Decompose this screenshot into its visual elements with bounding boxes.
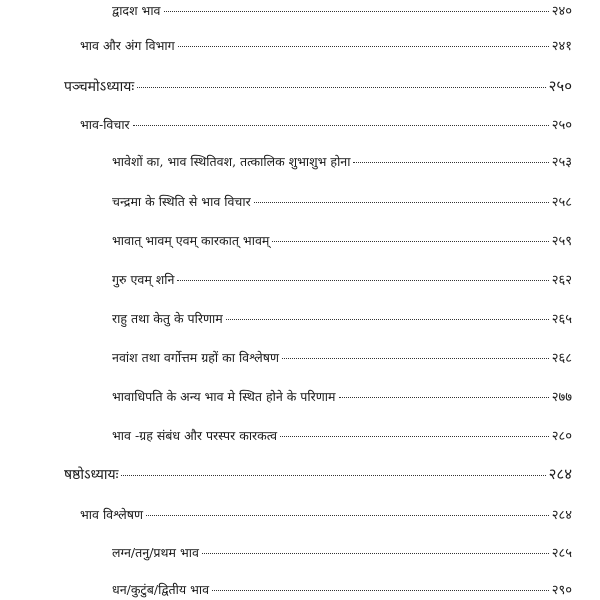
toc-entry-label: भाव और अंग विभाग bbox=[80, 38, 175, 53]
toc-entry bbox=[112, 270, 572, 288]
toc-entry-page: २९० bbox=[551, 583, 572, 598]
toc-leader-dots bbox=[164, 11, 549, 12]
toc-entry-label: भावाधिपति के अन्य भाव मे स्थित होने के परिणाम bbox=[112, 389, 336, 404]
toc-leader-dots bbox=[202, 553, 549, 554]
toc-entry-page: २७७ bbox=[551, 390, 572, 405]
toc-leader-dots bbox=[177, 280, 548, 281]
toc-leader-dots bbox=[146, 515, 549, 516]
toc-entry-label: लग्न/तनु/प्रथम भाव bbox=[112, 545, 199, 560]
toc-leader-dots bbox=[137, 87, 545, 88]
toc-entry bbox=[112, 309, 572, 327]
toc-entry bbox=[112, 426, 572, 444]
toc-entry-page: २८४ bbox=[551, 508, 572, 523]
toc-entry bbox=[80, 36, 572, 54]
toc-leader-dots bbox=[226, 319, 549, 320]
toc-entry-page: २८५ bbox=[551, 546, 572, 561]
toc-leader-dots bbox=[121, 475, 545, 476]
toc-entry-page: २४० bbox=[551, 4, 572, 19]
toc-entry-label: गुरु एवम् शनि bbox=[112, 272, 175, 287]
toc-leader-dots bbox=[339, 397, 549, 398]
toc-entry-page: २५९ bbox=[551, 234, 572, 249]
toc-entry-label: राहु तथा केतु के परिणाम bbox=[112, 311, 223, 326]
toc-leader-dots bbox=[212, 590, 549, 591]
toc-leader-dots bbox=[280, 436, 549, 437]
toc-leader-dots bbox=[272, 241, 548, 242]
toc-entry-label: षष्ठोऽध्यायः bbox=[64, 467, 119, 483]
toc-entry-page: २५० bbox=[551, 118, 572, 133]
toc-entry-label: भावेशों का, भाव स्थितिवश, तत्कालिक शुभाशुभ होना bbox=[112, 154, 351, 169]
toc-leader-dots bbox=[282, 358, 549, 359]
toc-entry bbox=[80, 115, 572, 133]
toc-entry-page: २६५ bbox=[551, 312, 572, 327]
toc-entry-label: धन/कुटुंब/द्वितीय भाव bbox=[112, 582, 210, 597]
toc-entry bbox=[112, 543, 572, 561]
toc-entry-page: २५८ bbox=[551, 195, 572, 210]
toc-entry-page: २६२ bbox=[551, 273, 572, 288]
toc-entry-label: भाव विश्लेषण bbox=[80, 507, 144, 522]
toc-chapter-heading bbox=[64, 464, 572, 484]
toc-leader-dots bbox=[254, 202, 549, 203]
toc-entry-page: २५३ bbox=[551, 155, 572, 170]
toc-entry-page: २५० bbox=[548, 77, 572, 95]
toc-entry-label: भाव-विचार bbox=[80, 117, 130, 132]
toc-entry bbox=[112, 192, 572, 210]
toc-entry bbox=[112, 348, 572, 366]
toc-entry bbox=[112, 387, 572, 405]
toc-entry bbox=[80, 505, 572, 523]
toc-entry-page: २४१ bbox=[551, 39, 572, 54]
toc-leader-dots bbox=[353, 162, 548, 163]
toc-entry-page: २८० bbox=[551, 429, 572, 444]
toc-entry-page: २६८ bbox=[551, 351, 572, 366]
toc-entry bbox=[112, 231, 572, 249]
toc-leader-dots bbox=[133, 125, 549, 126]
toc-entry bbox=[112, 580, 572, 598]
toc-leader-dots bbox=[178, 46, 549, 47]
toc-entry-label: भाव -ग्रह संबंध और परस्पर कारकत्व bbox=[112, 428, 278, 443]
toc-entry-label: चन्द्रमा के स्थिति से भाव विचार bbox=[112, 194, 251, 209]
toc-entry-label: पञ्चमोऽध्यायः bbox=[64, 79, 135, 95]
toc-entry-label: नवांश तथा वर्गोत्तम ग्रहों का विश्लेषण bbox=[112, 350, 280, 365]
toc-chapter-heading bbox=[64, 76, 572, 96]
toc-entry bbox=[112, 1, 572, 19]
toc-entry bbox=[112, 152, 572, 170]
toc-entry-page: २८४ bbox=[548, 465, 572, 483]
toc-entry-label: भावात् भावम् एवम् कारकात् भावम् bbox=[112, 233, 270, 248]
toc-entry-label: द्वादश भाव bbox=[112, 3, 161, 18]
